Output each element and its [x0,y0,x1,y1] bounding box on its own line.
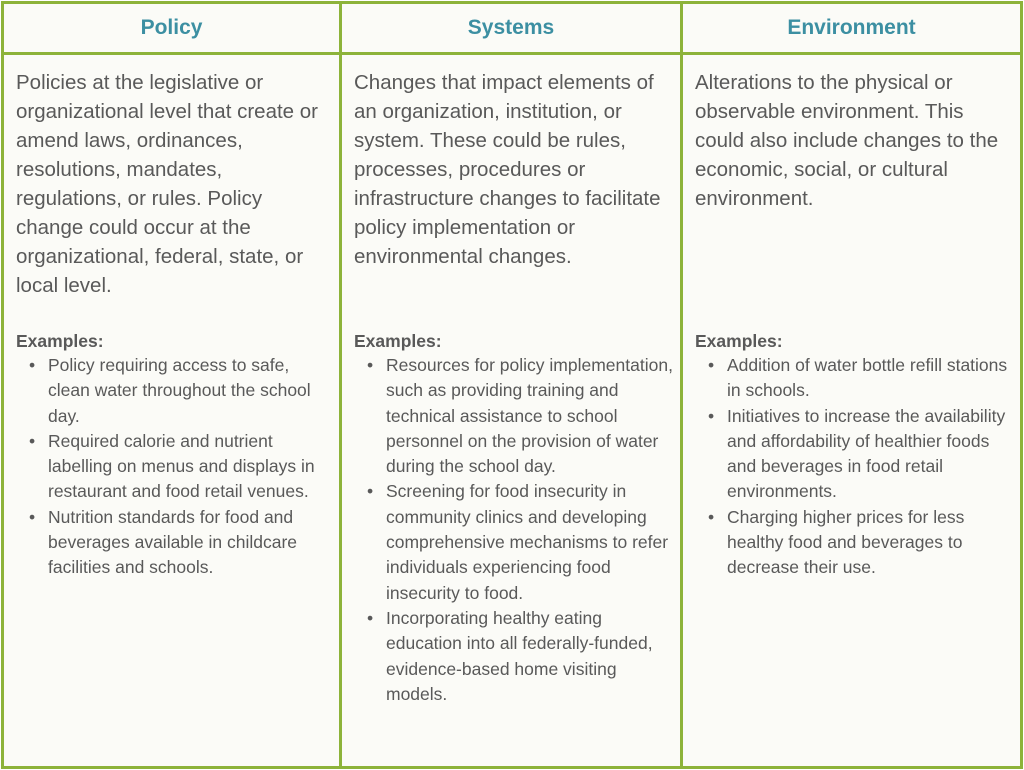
header-environment: Environment [683,4,1020,55]
header-policy: Policy [4,4,339,55]
list-item: • Charging higher prices for less healthy food and beverages to decrease their use. [695,505,1016,581]
list-item: • Resources for policy implementation, such as providing training and technical assistance to school personnel on the provision of water during the school day. [354,353,676,479]
list-item: • Addition of water bottle refill stations in schools. [695,353,1016,404]
pse-table [1,1,1023,769]
column-systems [342,4,683,766]
column-environment [683,4,1020,766]
examples-label-environment: Examples: [695,331,783,351]
column-policy [4,4,342,766]
list-item: • Nutrition standards for food and beverages available in childcare facilities and schools. [16,505,335,581]
examples-list-policy [16,353,335,581]
list-item: • Incorporating healthy eating education into all federally-funded, evidence-based home visiting models. [354,606,676,707]
list-item: • Policy requiring access to safe, clean water throughout the school day. [16,353,335,429]
examples-list-environment [695,353,1016,581]
examples-label-systems: Examples: [354,331,442,351]
list-item: • Initiatives to increase the availability and affordability of healthier foods and beverages in food retail environments. [695,404,1016,505]
list-item: • Required calorie and nutrient labelling on menus and displays in restaurant and food retail venues. [16,429,335,505]
description-policy: Policies at the legislative or organizational level that create or amend laws, ordinances, resolutions, mandates, regulations, or rules. Policy change could occur at the organizational, federal, state, or local level. [16,71,318,297]
examples-label-policy: Examples: [16,331,104,351]
description-systems: Changes that impact elements of an organization, institution, or system. These could be rules, processes, procedures or infrastructure changes to facilitate policy implementation or environmental changes. [354,71,661,268]
header-systems: Systems [342,4,680,55]
examples-list-systems [354,353,676,707]
list-item: • Screening for food insecurity in community clinics and developing comprehensive mechanisms to refer individuals experiencing food insecurity to food. [354,479,676,605]
description-environment: Alterations to the physical or observable environment. This could also include changes to the economic, social, or cultural environment. [695,71,999,210]
